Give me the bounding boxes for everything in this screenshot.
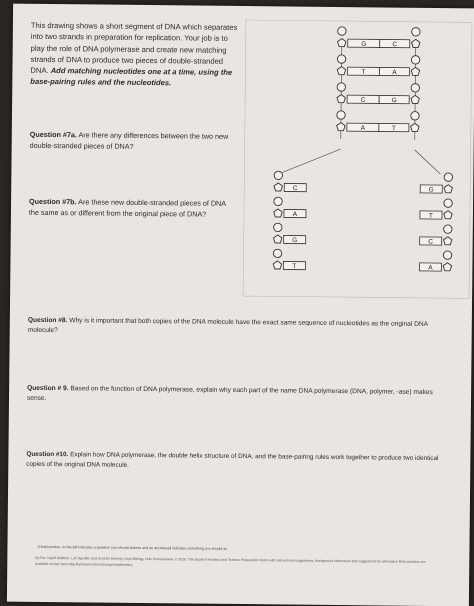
right-strand-base-0-letter: G [428,186,434,194]
top-left-phosphate-3 [337,111,345,119]
question-9-label: Question # 9. [27,384,69,393]
top-left-sugar-1 [337,67,345,75]
left-strand-phosphate-2 [274,223,282,231]
top-right-sugar-1 [411,67,419,75]
top-left-sugar-2 [337,95,345,103]
right-strand-sugar-0 [444,185,452,193]
question-7a [30,130,236,153]
left-strand-sugar-3 [273,261,281,269]
top-right-sugar-2 [411,95,419,103]
left-strand-phosphate-3 [273,249,281,257]
top-left-base-2-letter: C [360,96,366,104]
intro-emphasis: Add matching nucleotides one at a time, using the base-pairing rules and the nucleotides. [30,66,233,88]
top-left-sugar-0 [338,39,346,47]
left-strand-base-1-letter: A [292,211,298,219]
right-strand-sugar-3 [443,263,451,271]
top-left-phosphate-2 [337,83,345,91]
top-left-base-3-letter: A [360,124,366,132]
left-strand-sugar-1 [274,209,282,217]
top-right-base-1-letter: A [392,69,397,77]
credits: By Drs. Ingrid Waldron, Lori Spindler and Jennifer Doherty, Dept Biology, Univ Pennsylvania, © 2016. This Student Handout and Teacher Preparation Notes with instructional suggestions, background information and suggestions for alternative DNA activities are available at http://serendip.brynmawr.edu/exchange/waldron/dna. [35,555,426,567]
footnote: A bold number on the left indicates a question you should answer and an arrowhead indicates something you should do. [37,544,229,551]
fork-left-line [282,148,340,173]
top-right-sugar-0 [412,39,420,47]
top-right-phosphate-3 [411,112,419,120]
left-strand-phosphate-1 [274,197,282,205]
question-8-label: Question #8. [27,316,68,325]
right-strand-phosphate-2 [444,225,452,233]
top-right-base-3-letter: T [391,125,396,133]
question-7b [29,197,229,220]
right-strand-base-3-letter: A [428,264,433,272]
left-strand-base-3-letter: T [292,263,297,271]
right-strand-base-2-letter: C [428,238,434,246]
dna-diagram [235,16,474,308]
dna-diagram-svg [235,16,474,308]
right-strand-sugar-1 [444,211,452,219]
left-strand-phosphate-0 [274,171,282,179]
question-7a-label: Question #7a. [29,129,77,140]
right-strand-phosphate-1 [444,199,452,207]
top-left-base-1-letter: T [361,68,366,76]
question-10 [26,450,446,474]
question-7b-text: Are these new double-stranded pieces of DNA the same as or different from the original piece of DNA? [28,197,226,219]
question-9 [27,384,447,408]
question-10-label: Question #10. [26,450,69,459]
top-right-phosphate-0 [412,28,420,36]
question-8-text: Why is it important that both copies of the DNA molecule have the exact same sequence of nucleotides as the original DNA molecule? [27,317,428,335]
top-left-phosphate-1 [337,55,345,63]
question-8 [28,316,448,340]
top-right-base-0-letter: C [392,41,398,49]
left-strand-base-0-letter: C [292,185,298,193]
left-strand-sugar-2 [273,235,281,243]
intro-text: This drawing shows a short segment of DNA which separates into two strands in preparation for replication. Your job is to play the role of DNA polymerase and create new matching strands of DNA to produce two pieces of double-stranded DNA. [30,20,238,76]
question-7b-label: Question #7b. [29,196,77,207]
right-strand-phosphate-0 [444,173,452,181]
top-left-phosphate-0 [338,27,346,35]
left-strand-base-2-letter: G [292,237,298,245]
fork-right-line [414,150,440,174]
question-9-text: Based on the function of DNA polymerase, explain why each part of the name DNA polymerase (DNA, polymer, -ase) makes sense. [26,385,433,402]
top-left-base-0-letter: G [361,40,367,48]
top-right-base-2-letter: G [391,97,397,105]
left-strand-sugar-0 [274,183,282,191]
right-strand-phosphate-3 [443,251,451,259]
right-strand-sugar-2 [443,237,451,245]
top-right-phosphate-2 [411,84,419,92]
question-10-text: Explain how DNA polymerase, the double helix structure of DNA, and the base-pairing rules work together to produce two identical copies of the original DNA molecule. [26,451,439,469]
top-left-sugar-3 [337,123,345,131]
worksheet-page [7,4,474,606]
top-right-phosphate-1 [411,56,419,64]
question-7a-text: Are there any differences between the two new double-stranded pieces of DNA? [29,130,229,151]
intro-paragraph [30,20,243,90]
top-right-sugar-3 [411,123,419,131]
right-strand-base-1-letter: T [428,212,433,220]
